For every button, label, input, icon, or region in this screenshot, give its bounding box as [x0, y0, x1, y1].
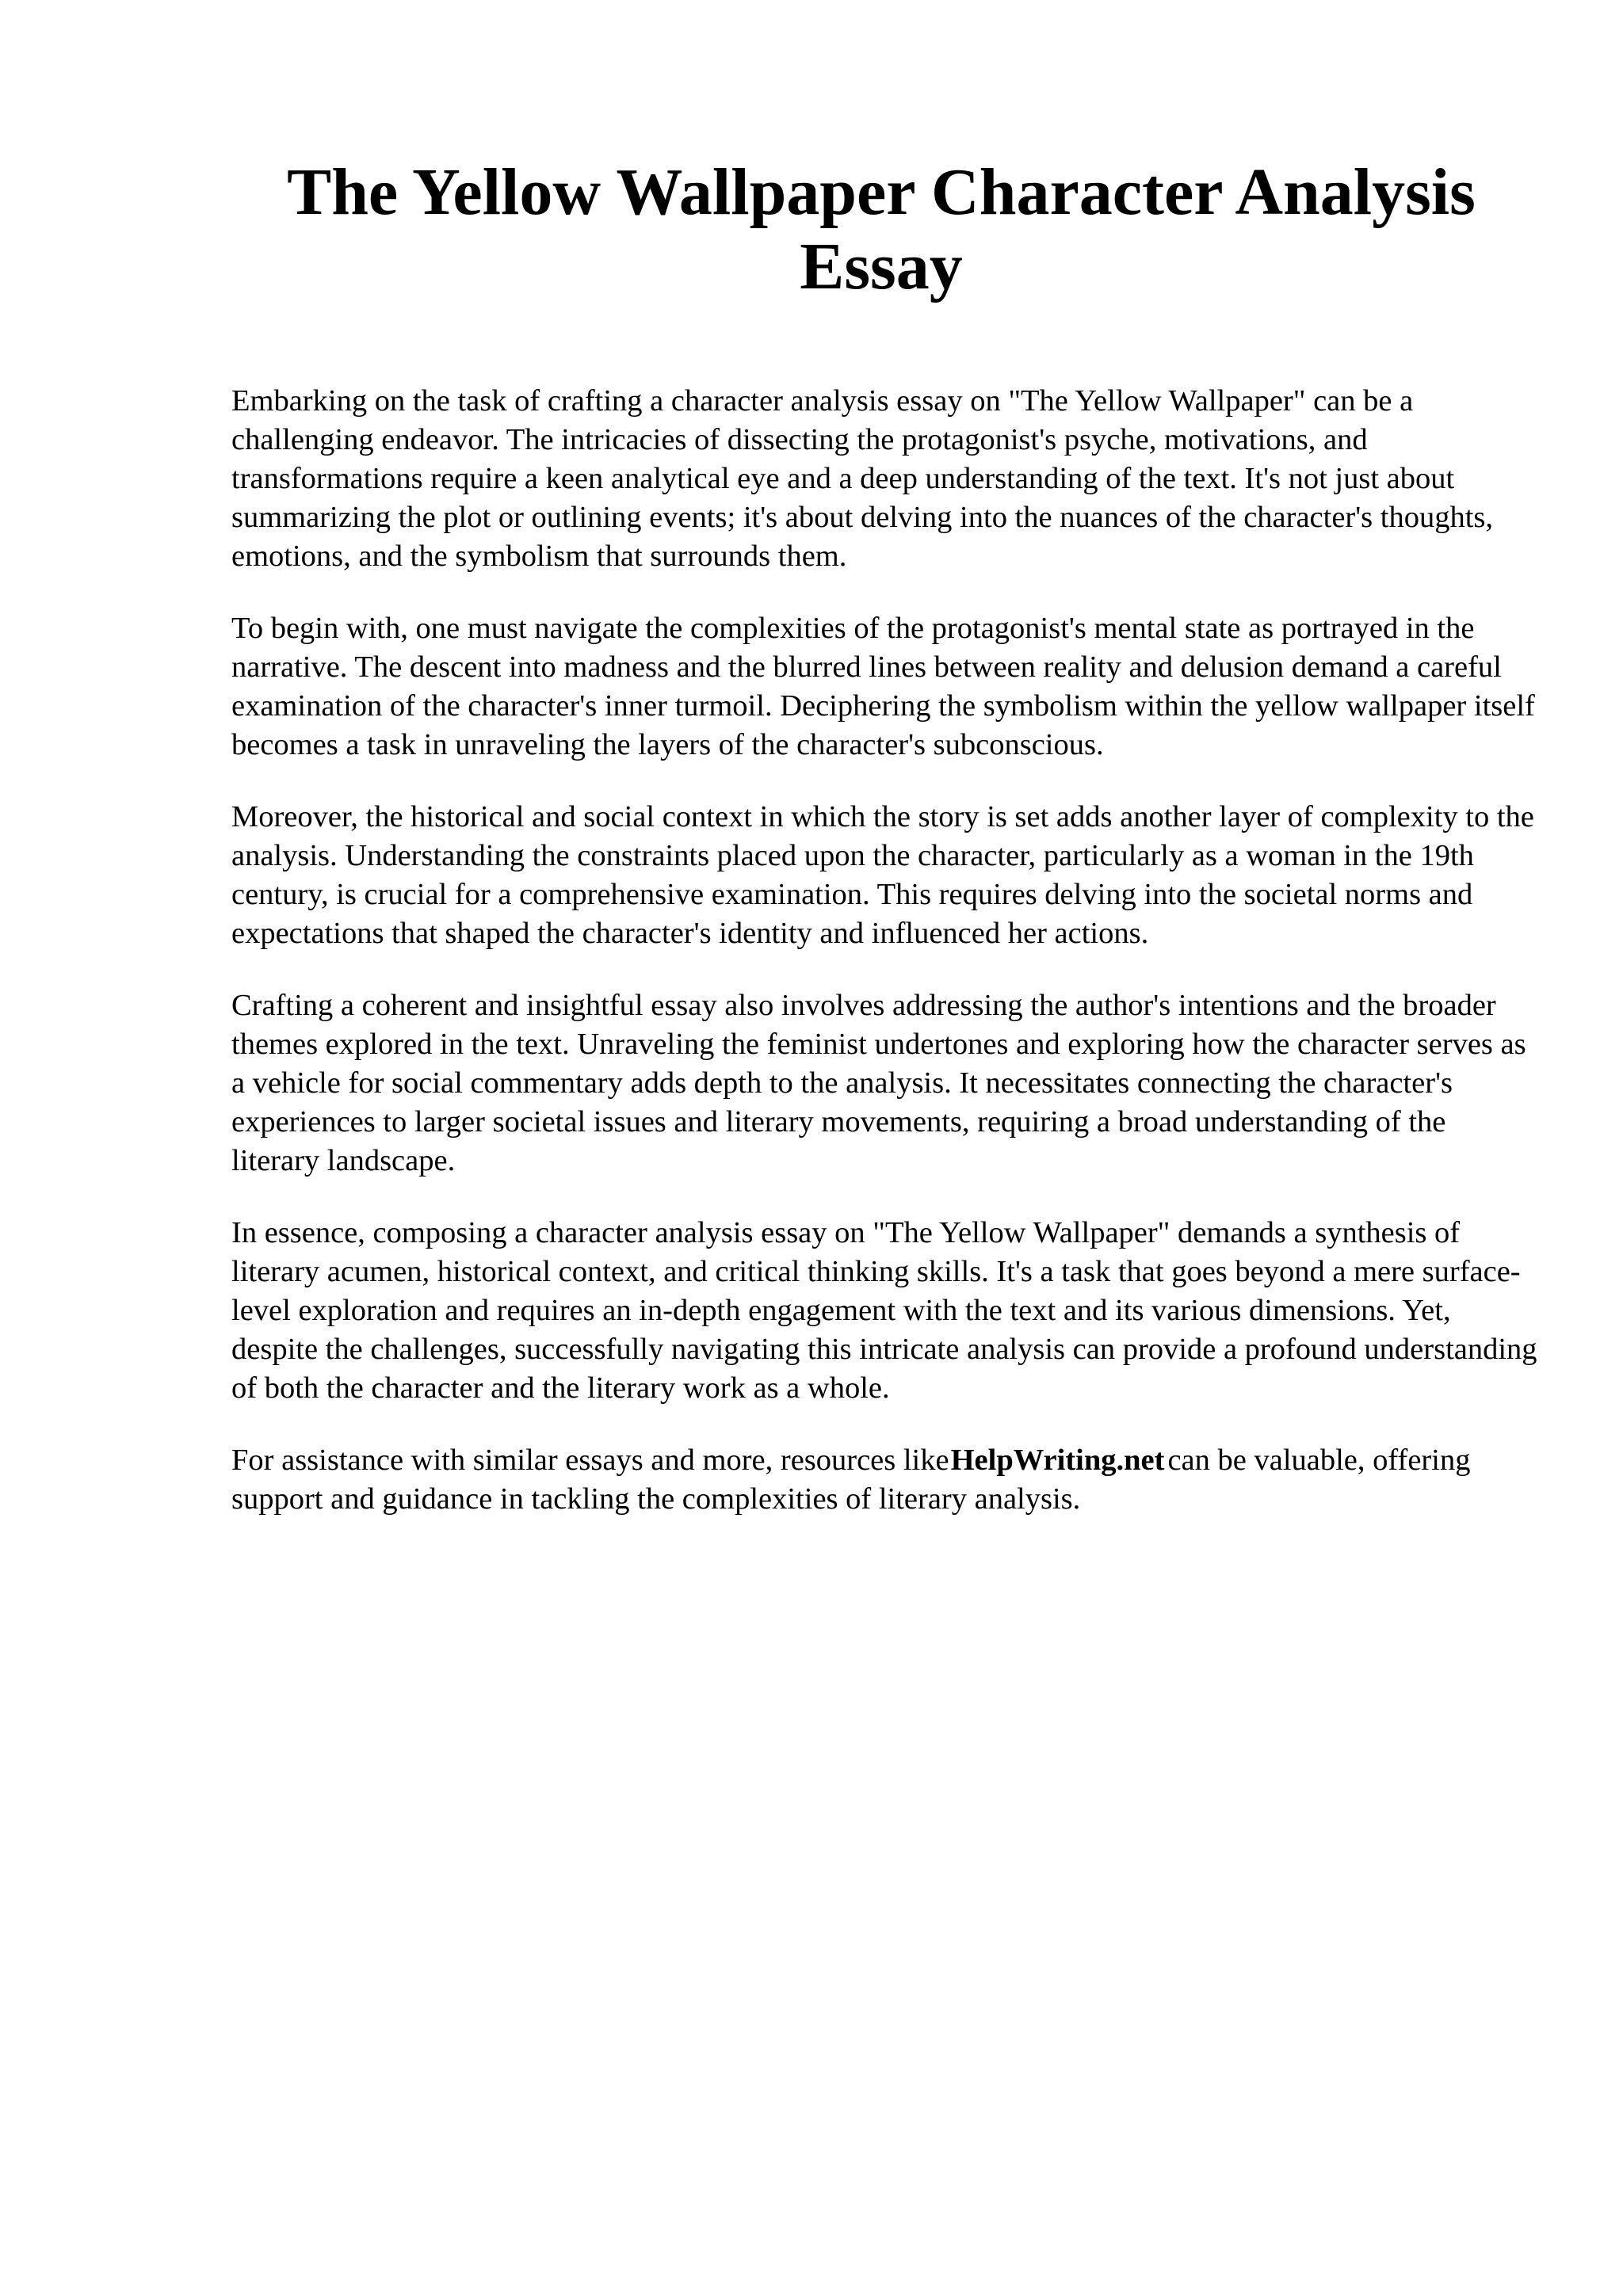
paragraph-1: Embarking on the task of crafting a character analysis essay on "The Yellow Wallpaper" can be a challenging endeavor. The intricacies of dissecting the protagonist's psyche, motivations, and transformations require a keen analytical eye and a deep understanding of the text. It's not just about summarizing the plot or outlining events; it's about delving into the nuances of the character's thoughts, emotions, and the symbolism that surrounds them. [231, 384, 1494, 573]
closing-text-after: can be valuable, offering support and guidance in tackling the complexities of literary analysis. [231, 1444, 1471, 1516]
document-body [231, 382, 1539, 1519]
paragraph-2: To begin with, one must navigate the complexities of the protagonist's mental state as portrayed in the narrative. The descent into madness and the blurred lines between reality and delusion demand a careful examination of the character's inner turmoil. Deciphering the symbolism within the yellow wallpaper itself becomes a task in unraveling the layers of the character's subconscious. [231, 612, 1535, 761]
paragraph-4: Crafting a coherent and insightful essay also involves addressing the author's intentions and the broader themes explored in the text. Unraveling the feminist undertones and exploring how the character serves as a vehicle for social commentary adds depth to the analysis. It necessitates connecting the character's experiences to larger societal issues and literary movements, requiring a broad understanding of the literary landscape. [231, 989, 1526, 1177]
paragraph-5: In essence, composing a character analysis essay on "The Yellow Wallpaper" demands a synthesis of literary acumen, historical context, and critical thinking skills. It's a task that goes beyond a mere surface-level exploration and requires an in-depth engagement with the text and its various dimensions. Yet, despite the challenges, successfully navigating this intricate analysis can provide a profound understanding of both the character and the literary work as a whole. [231, 1216, 1537, 1405]
document-title: The Yellow Wallpaper Character Analysis Essay [287, 155, 1476, 303]
helpwriting-link[interactable]: HelpWriting.net [950, 1444, 1165, 1477]
closing-paragraph [231, 1441, 1539, 1519]
paragraph-3: Moreover, the historical and social context in which the story is set adds another layer of complexity to the analysis. Understanding the constraints placed upon the character, particularly as a woman in the 19th century, is crucial for a comprehensive examination. This requires delving into the societal norms and expectations that shaped the character's identity and influenced her actions. [231, 800, 1534, 950]
closing-text-before: For assistance with similar essays and more, resources like [231, 1444, 949, 1477]
